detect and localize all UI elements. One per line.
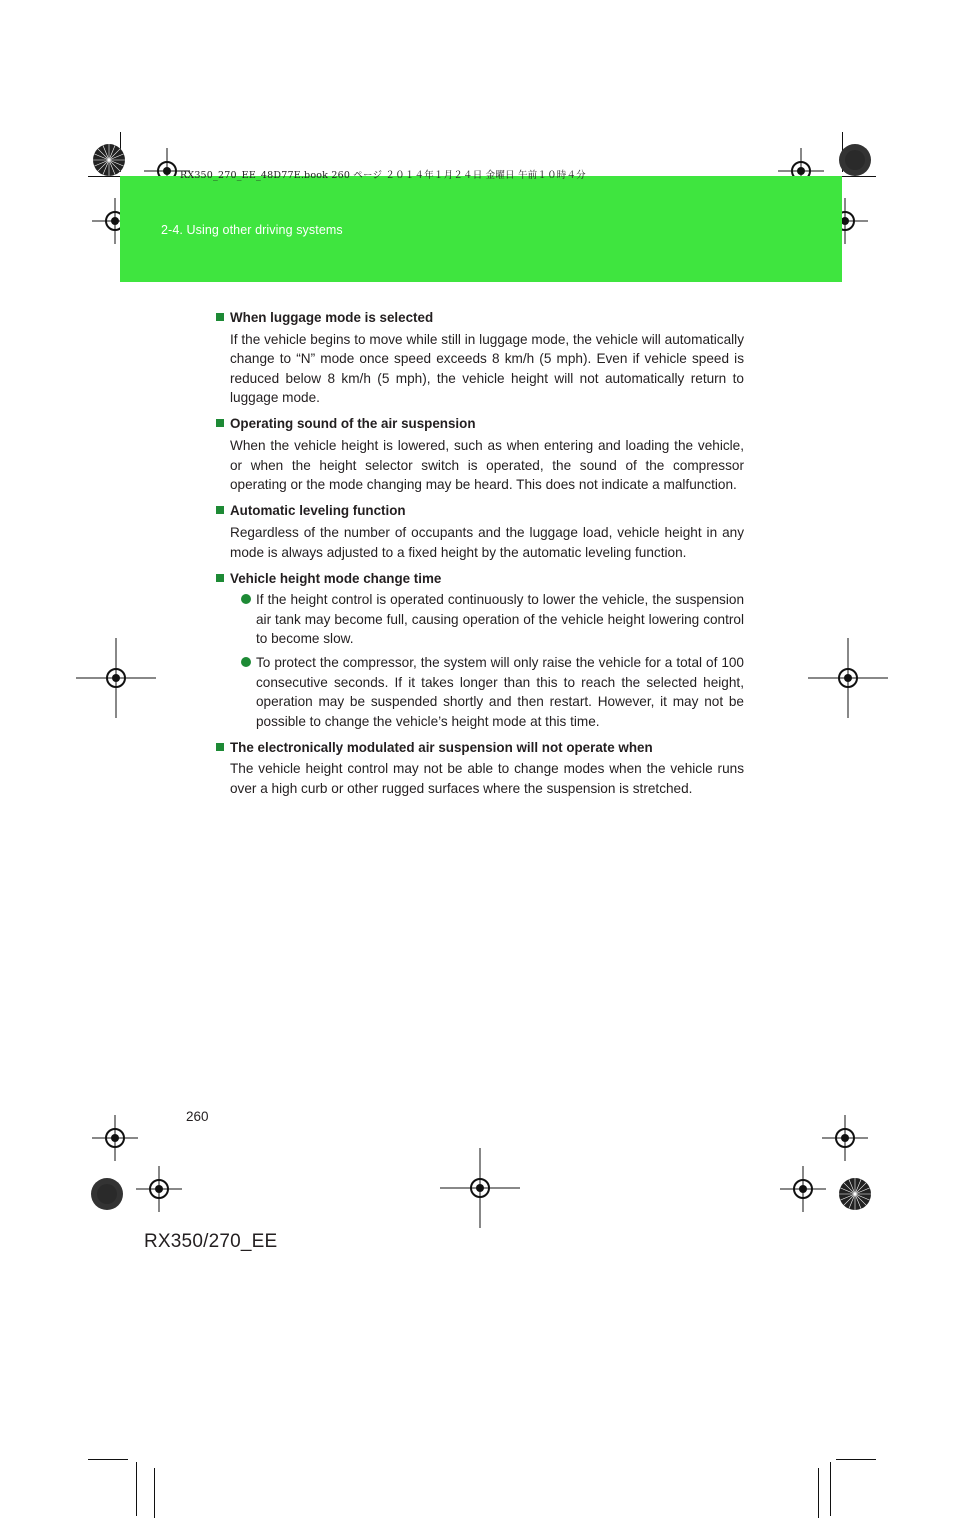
crop-mark-bottom-left-v2 (154, 1468, 155, 1518)
bullet-item (216, 590, 744, 649)
section-paragraph: Regardless of the number of occupants and the luggage load, vehicle height in any mode is always adjusted to a fixed height by the automatic leveling function. (230, 524, 744, 560)
bullet-text: If the height control is operated continuously to lower the vehicle, the suspension air tank may become full, causing operation of the vehicle height lowering control to become slow. (256, 592, 744, 647)
heading-text: Operating sound of the air suspension (230, 416, 476, 432)
heading-text: Automatic leveling function (230, 503, 406, 519)
square-bullet-icon (216, 574, 224, 582)
bullet-text: To protect the compressor, the system will only raise the vehicle for a total of 100 consecutive seconds. If it takes longer than this to reach the selected height, operation may be suspended shortly and then restart. However, it may not be possible to change the vehicle’s height mode at this time. (256, 655, 744, 729)
model-code: RX350/270_EE (144, 1231, 278, 1252)
section-paragraph: The vehicle height control may not be able to change modes when the vehicle runs over a high curb or other rugged surfaces where the suspension is stretched. (230, 761, 744, 797)
crop-mark-bottom-right-v2 (830, 1462, 831, 1516)
registration-crosshair-icon (440, 1148, 520, 1228)
registration-starburst-icon (90, 1177, 124, 1211)
crop-mark-bottom-left-h (88, 1459, 128, 1460)
bullet-item (216, 653, 744, 731)
section-paragraph: When the vehicle height is lowered, such as when entering and loading the vehicle, or when the height selector switch is operated, the sound of the compressor operating or the mode changing may be heard. This does not indicate a malfunction. (230, 438, 744, 493)
square-bullet-icon (216, 743, 224, 751)
crop-mark-bottom-left-v (136, 1462, 137, 1516)
section-operating-sound (216, 414, 744, 494)
section-automatic-leveling (216, 501, 744, 562)
section-suspension-not-operate (216, 738, 744, 799)
square-bullet-icon (216, 419, 224, 427)
page-number: 260 (186, 1109, 209, 1124)
square-bullet-icon (216, 506, 224, 514)
square-bullet-icon (216, 313, 224, 321)
section-heading (216, 501, 744, 521)
section-title: 2-4. Using other driving systems (161, 223, 343, 237)
registration-crosshair-icon (808, 638, 888, 718)
content-body (216, 308, 744, 805)
registration-starburst-icon (92, 143, 126, 177)
registration-crosshair-icon (92, 1115, 138, 1161)
section-paragraph: If the vehicle begins to move while still in luggage mode, the vehicle will automatically change to “N” mode once speed exceeds 8 km/h (5 mph). Even if vehicle speed is reduced below 8 km/h (5 mph), the vehicle height will not automatically return to luggage mode. (230, 331, 744, 406)
section-luggage-mode (216, 308, 744, 408)
registration-starburst-icon (838, 143, 872, 177)
crop-mark-bottom-right-v (818, 1468, 819, 1518)
registration-crosshair-icon (76, 638, 156, 718)
section-heading (216, 414, 744, 434)
heading-text: When luggage mode is selected (230, 310, 434, 325)
round-bullet-icon (241, 594, 251, 604)
registration-crosshair-icon (780, 1166, 826, 1212)
section-heading (216, 569, 744, 589)
registration-starburst-icon (838, 1177, 872, 1211)
print-info-line: RX350_270_EE_48D77E.book 260 ページ ２０１４年１月２４日 金曜日 午前１０時４分 (180, 170, 586, 181)
crop-mark-bottom-right-h (836, 1459, 876, 1460)
section-heading (216, 738, 744, 758)
registration-crosshair-icon (136, 1166, 182, 1212)
section-heading (216, 308, 744, 328)
section-mode-change-time (216, 569, 744, 732)
heading-text: Vehicle height mode change time (230, 570, 442, 586)
heading-text: The electronically modulated air suspension will not operate when (230, 739, 653, 755)
registration-crosshair-icon (822, 1115, 868, 1161)
round-bullet-icon (241, 657, 251, 667)
